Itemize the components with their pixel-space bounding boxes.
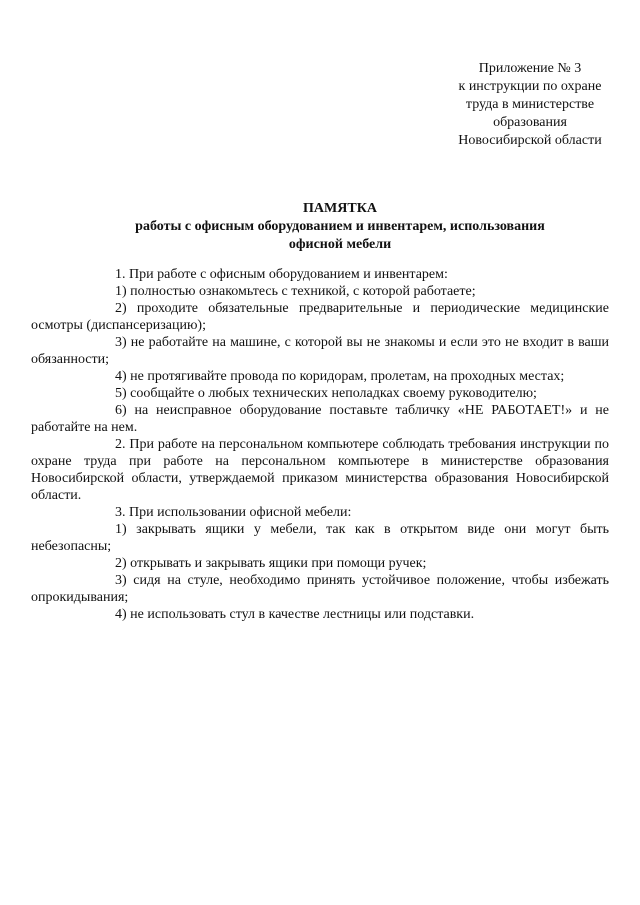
appendix-line: труда в министерстве <box>465 97 595 112</box>
appendix-line: Приложение № 3 <box>478 61 582 76</box>
list-item: 4) не протягивайте провода по коридорам, пролетам, на проходных местах; <box>115 369 565 384</box>
section-heading-1: 1. При работе с офисным оборудованием и инвентарем: <box>115 267 448 282</box>
document-body <box>31 266 609 623</box>
list-item: 3) не работайте на машине, с которой вы не знакомы и если это не входит в ваши обязанности; <box>31 335 609 367</box>
list-item: 2) проходите обязательные предварительные и периодические медицинские осмотры (диспансеризацию); <box>31 301 609 333</box>
document-title <box>90 200 590 254</box>
title-heading: ПАМЯТКА <box>303 201 377 216</box>
appendix-header <box>420 60 640 150</box>
title-subtitle-line: работы с офисным оборудованием и инвентарем, использования <box>135 219 545 234</box>
list-item: 5) сообщайте о любых технических неполадках своему руководителю; <box>115 386 537 401</box>
list-item: 1) полностью ознакомьтесь с техникой, с которой работаете; <box>115 284 476 299</box>
title-subtitle-line: офисной мебели <box>288 237 392 252</box>
appendix-line: к инструкции по охране <box>458 79 602 94</box>
list-item: 2) открывать и закрывать ящики при помощи ручек; <box>115 556 427 571</box>
section-heading-3: 3. При использовании офисной мебели: <box>115 505 352 520</box>
list-item: 1) закрывать ящики у мебели, так как в открытом виде они могут быть небезопасны; <box>31 522 609 554</box>
list-item: 4) не использовать стул в качестве лестницы или подставки. <box>115 607 475 622</box>
appendix-line: Новосибирской области <box>458 133 602 148</box>
section-paragraph-2: 2. При работе на персональном компьютере соблюдать требования инструкции по охране труда при работе на персональном компьютере в министерстве образования Новосибирской области, утверждаемой приказом министерства образования Новосибирской области. <box>31 437 609 503</box>
list-item: 3) сидя на стуле, необходимо принять устойчивое положение, чтобы избежать опрокидывания; <box>31 573 609 605</box>
list-item: 6) на неисправное оборудование поставьте табличку «НЕ РАБОТАЕТ!» и не работайте на нем. <box>31 403 609 435</box>
appendix-line: образования <box>493 115 567 130</box>
